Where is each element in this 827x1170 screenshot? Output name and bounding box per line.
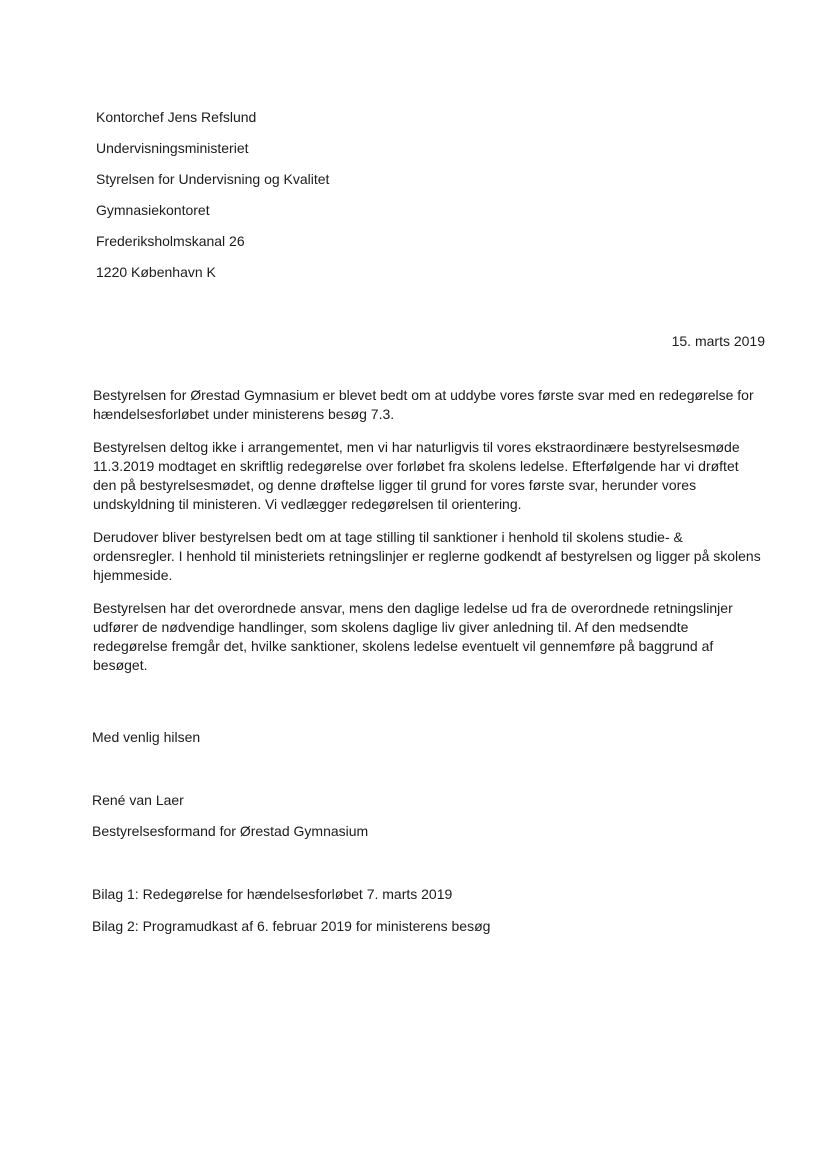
letter-date: 15. marts 2019: [671, 333, 765, 349]
letter-body: [93, 386, 765, 689]
body-paragraph-1: Bestyrelsen for Ørestad Gymnasium er blevet bedt om at uddybe vores første svar med en redegørelse for hændelsesforløbet under ministerens besøg 7.3.: [93, 387, 754, 422]
recipient-ministry: Undervisningsministeriet: [96, 140, 249, 156]
recipient-address: [96, 106, 516, 292]
recipient-agency: Styrelsen for Undervisning og Kvalitet: [96, 171, 330, 187]
signer-name: René van Laer: [92, 792, 184, 808]
attachment-list: [92, 884, 490, 948]
signer-title: Bestyrelsesformand for Ørestad Gymnasium: [92, 823, 369, 839]
body-paragraph-4: Bestyrelsen har det overordnede ansvar, mens den daglige ledelse ud fra de overordnede retningslinjer udfører de nødvendige handlinger, som skolens daglige liv giver anledning til. Af den medsendte redegørelse fremgår det, hvilke sanktioner, skolens ledelse eventuelt vil gennemføre på baggrund af besøget.: [93, 600, 733, 673]
recipient-postal-city: 1220 København K: [96, 264, 216, 280]
attachment-1: Bilag 1: Redegørelse for hændelsesforløbet 7. marts 2019: [92, 886, 453, 902]
body-paragraph-3: Derudover bliver bestyrelsen bedt om at tage stilling til sanktioner i henhold til skolens studie- & ordensregler. I henhold til ministeriets retningslinjer er reglerne godkendt af bestyrelsen og ligger på skolens hjemmeside.: [93, 529, 761, 583]
recipient-office: Gymnasiekontoret: [96, 202, 210, 218]
closing-greeting: Med venlig hilsen: [92, 729, 201, 745]
body-paragraph-2: Bestyrelsen deltog ikke i arrangementet, men vi har naturligvis til vores ekstraordinære bestyrelsesmøde 11.3.2019 modtaget en skriftlig redegørelse over forløbet fra skolens ledelse. Efterfølgende har vi drøftet den på bestyrelsesmødet, og denne drøftelse ligger til grund for vores første svar, herunder vores undskyldning til ministeren. Vi vedlægger redegørelsen til orientering.: [93, 439, 740, 512]
attachment-2: Bilag 2: Programudkast af 6. februar 2019 for ministerens besøg: [92, 918, 491, 934]
recipient-street: Frederiksholmskanal 26: [96, 233, 245, 249]
recipient-name: Kontorchef Jens Refslund: [96, 109, 257, 125]
